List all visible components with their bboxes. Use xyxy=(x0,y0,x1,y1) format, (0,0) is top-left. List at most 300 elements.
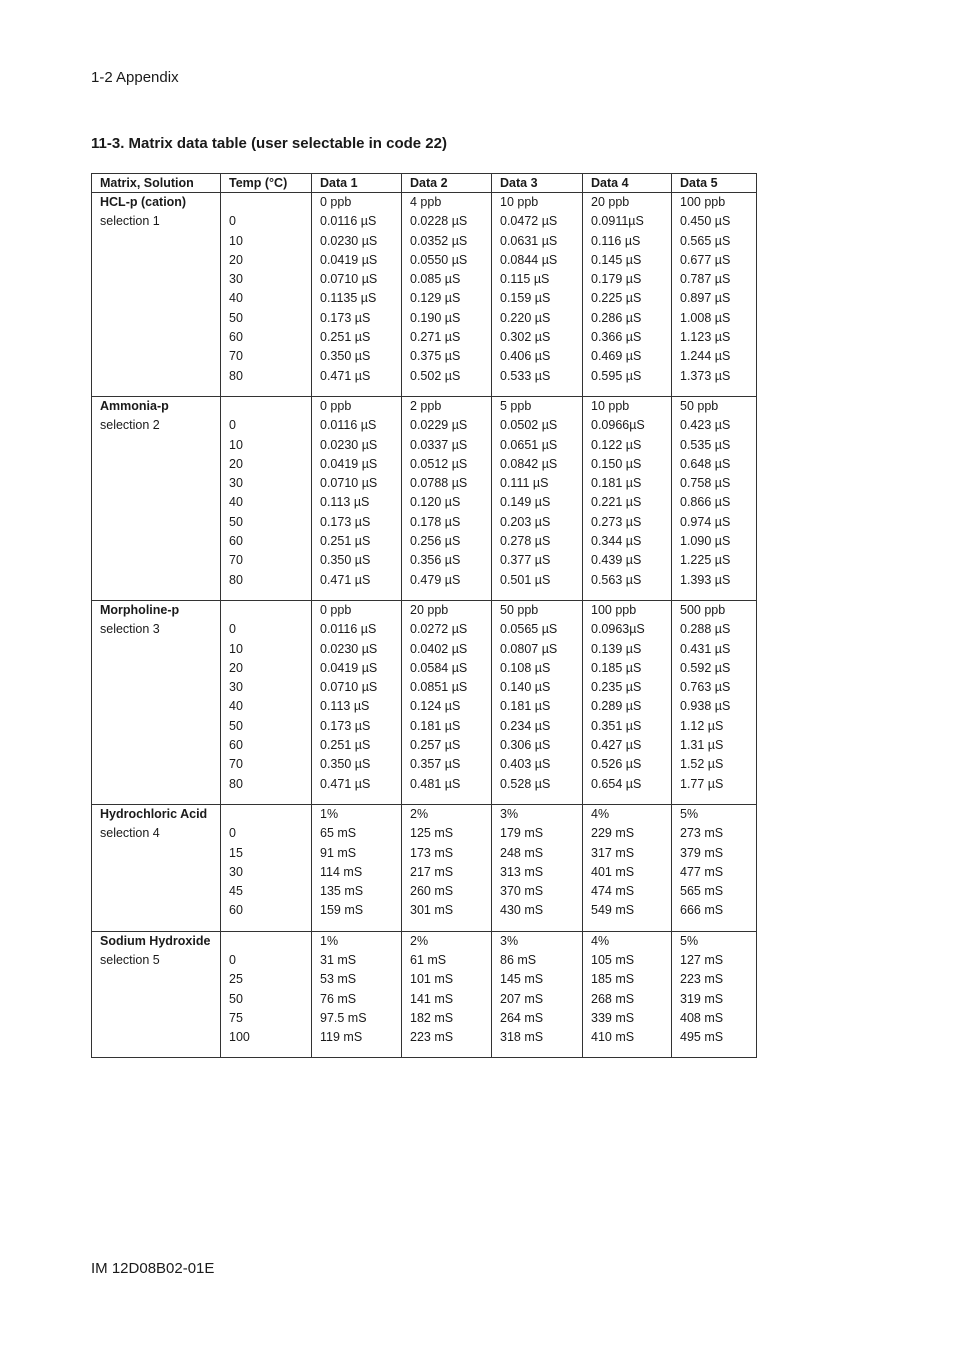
empty-cell xyxy=(92,551,221,570)
value-cell: 0.178 µS xyxy=(402,513,492,532)
value-cell: 0.654 µS xyxy=(583,775,672,794)
value-cell: 0.0710 µS xyxy=(312,474,402,493)
concentration-cell: 4 ppb xyxy=(402,193,492,213)
empty-cell xyxy=(92,794,221,805)
value-cell: 105 mS xyxy=(583,951,672,970)
table-row xyxy=(92,571,757,590)
value-cell: 0.0631 µS xyxy=(492,232,583,251)
value-cell: 0.115 µS xyxy=(492,270,583,289)
value-cell: 0.471 µS xyxy=(312,775,402,794)
value-cell: 248 mS xyxy=(492,844,583,863)
empty-cell xyxy=(92,493,221,512)
concentration-cell: 100 ppb xyxy=(583,600,672,620)
value-cell: 408 mS xyxy=(672,1009,757,1028)
value-cell: 0.0337 µS xyxy=(402,436,492,455)
empty-cell xyxy=(402,921,492,932)
value-cell: 125 mS xyxy=(402,824,492,843)
empty-cell xyxy=(492,590,583,601)
value-cell: 0.173 µS xyxy=(312,309,402,328)
empty-cell xyxy=(312,794,402,805)
empty-cell xyxy=(92,901,221,920)
value-cell: 0.0419 µS xyxy=(312,455,402,474)
temp-cell: 100 xyxy=(221,1028,312,1047)
table-row xyxy=(92,436,757,455)
matrix-group xyxy=(92,193,757,397)
empty-cell xyxy=(92,640,221,659)
concentration-cell: 20 ppb xyxy=(583,193,672,213)
value-cell: 273 mS xyxy=(672,824,757,843)
value-cell: 313 mS xyxy=(492,863,583,882)
value-cell: 91 mS xyxy=(312,844,402,863)
concentration-cell: 500 ppb xyxy=(672,600,757,620)
empty-cell xyxy=(92,251,221,270)
value-cell: 0.0419 µS xyxy=(312,251,402,270)
table-row xyxy=(92,367,757,386)
value-cell: 0.431 µS xyxy=(672,640,757,659)
temp-cell: 70 xyxy=(221,347,312,366)
value-cell: 0.159 µS xyxy=(492,289,583,308)
matrix-group xyxy=(92,931,757,1058)
temp-cell: 15 xyxy=(221,844,312,863)
empty-cell xyxy=(583,921,672,932)
empty-cell xyxy=(92,455,221,474)
temp-cell: 50 xyxy=(221,309,312,328)
value-cell: 0.256 µS xyxy=(402,532,492,551)
table-row xyxy=(92,931,757,951)
matrix-name: HCL-p (cation) xyxy=(92,193,221,213)
value-cell: 0.306 µS xyxy=(492,736,583,755)
value-cell: 0.974 µS xyxy=(672,513,757,532)
concentration-cell: 5% xyxy=(672,804,757,824)
value-cell: 430 mS xyxy=(492,901,583,920)
value-cell: 119 mS xyxy=(312,1028,402,1047)
value-cell: 0.0710 µS xyxy=(312,678,402,697)
temp-cell: 0 xyxy=(221,824,312,843)
value-cell: 0.273 µS xyxy=(583,513,672,532)
empty-cell xyxy=(312,590,402,601)
matrix-group xyxy=(92,600,757,804)
concentration-cell: 50 ppb xyxy=(672,396,757,416)
empty-cell xyxy=(492,1047,583,1058)
empty-cell xyxy=(672,921,757,932)
empty-cell xyxy=(92,755,221,774)
table-row xyxy=(92,513,757,532)
empty-cell xyxy=(672,386,757,397)
value-cell: 0.350 µS xyxy=(312,551,402,570)
value-cell: 1.244 µS xyxy=(672,347,757,366)
empty-cell xyxy=(492,794,583,805)
value-cell: 1.123 µS xyxy=(672,328,757,347)
table-row xyxy=(92,270,757,289)
temp-cell: 80 xyxy=(221,367,312,386)
concentration-cell: 1% xyxy=(312,804,402,824)
value-cell: 318 mS xyxy=(492,1028,583,1047)
empty-cell xyxy=(672,794,757,805)
empty-cell xyxy=(672,1047,757,1058)
temp-cell: 30 xyxy=(221,678,312,697)
selection-label: selection 5 xyxy=(92,951,221,970)
empty-cell xyxy=(583,1047,672,1058)
concentration-cell: 0 ppb xyxy=(312,396,402,416)
empty-cell xyxy=(92,775,221,794)
concentration-cell: 2% xyxy=(402,931,492,951)
table-row xyxy=(92,678,757,697)
empty-cell xyxy=(492,921,583,932)
empty-cell xyxy=(92,309,221,328)
value-cell: 317 mS xyxy=(583,844,672,863)
section-title: 11-3. Matrix data table (user selectable in code 22) xyxy=(91,135,447,152)
value-cell: 173 mS xyxy=(402,844,492,863)
value-cell: 0.366 µS xyxy=(583,328,672,347)
value-cell: 0.173 µS xyxy=(312,717,402,736)
value-cell: 0.286 µS xyxy=(583,309,672,328)
value-cell: 379 mS xyxy=(672,844,757,863)
spacer-row xyxy=(92,794,757,805)
value-cell: 0.0419 µS xyxy=(312,659,402,678)
table-row xyxy=(92,863,757,882)
concentration-cell: 100 ppb xyxy=(672,193,757,213)
temp-cell: 75 xyxy=(221,1009,312,1028)
value-cell: 31 mS xyxy=(312,951,402,970)
value-cell: 301 mS xyxy=(402,901,492,920)
table-header-row xyxy=(92,174,757,193)
temp-cell: 10 xyxy=(221,232,312,251)
value-cell: 0.471 µS xyxy=(312,367,402,386)
value-cell: 1.225 µS xyxy=(672,551,757,570)
empty-cell xyxy=(402,794,492,805)
value-cell: 0.350 µS xyxy=(312,347,402,366)
value-cell: 114 mS xyxy=(312,863,402,882)
value-cell: 217 mS xyxy=(402,863,492,882)
value-cell: 229 mS xyxy=(583,824,672,843)
value-cell: 0.563 µS xyxy=(583,571,672,590)
value-cell: 319 mS xyxy=(672,990,757,1009)
table-row xyxy=(92,328,757,347)
value-cell: 401 mS xyxy=(583,863,672,882)
value-cell: 1.77 µS xyxy=(672,775,757,794)
selection-label: selection 1 xyxy=(92,212,221,231)
concentration-cell: 3% xyxy=(492,804,583,824)
temp-cell xyxy=(221,193,312,213)
value-cell: 0.479 µS xyxy=(402,571,492,590)
concentration-cell: 20 ppb xyxy=(402,600,492,620)
value-cell: 0.758 µS xyxy=(672,474,757,493)
value-cell: 0.0651 µS xyxy=(492,436,583,455)
value-cell: 0.471 µS xyxy=(312,571,402,590)
value-cell: 141 mS xyxy=(402,990,492,1009)
value-cell: 0.533 µS xyxy=(492,367,583,386)
temp-cell: 50 xyxy=(221,513,312,532)
empty-cell xyxy=(92,736,221,755)
value-cell: 0.0228 µS xyxy=(402,212,492,231)
empty-cell xyxy=(92,863,221,882)
table-row xyxy=(92,620,757,639)
concentration-cell: 0 ppb xyxy=(312,193,402,213)
concentration-cell: 4% xyxy=(583,931,672,951)
value-cell: 0.173 µS xyxy=(312,513,402,532)
temp-cell: 70 xyxy=(221,551,312,570)
value-cell: 0.278 µS xyxy=(492,532,583,551)
empty-cell xyxy=(92,1009,221,1028)
empty-cell xyxy=(221,1047,312,1058)
empty-cell xyxy=(492,386,583,397)
table-row xyxy=(92,289,757,308)
value-cell: 0.439 µS xyxy=(583,551,672,570)
selection-label: selection 3 xyxy=(92,620,221,639)
table-row xyxy=(92,951,757,970)
value-cell: 0.0272 µS xyxy=(402,620,492,639)
value-cell: 1.31 µS xyxy=(672,736,757,755)
concentration-cell: 5% xyxy=(672,931,757,951)
value-cell: 0.113 µS xyxy=(312,493,402,512)
value-cell: 1.52 µS xyxy=(672,755,757,774)
empty-cell xyxy=(312,386,402,397)
temp-cell xyxy=(221,600,312,620)
value-cell: 0.271 µS xyxy=(402,328,492,347)
value-cell: 549 mS xyxy=(583,901,672,920)
value-cell: 0.0352 µS xyxy=(402,232,492,251)
matrix-group xyxy=(92,804,757,931)
concentration-cell: 4% xyxy=(583,804,672,824)
value-cell: 179 mS xyxy=(492,824,583,843)
value-cell: 0.140 µS xyxy=(492,678,583,697)
table-row xyxy=(92,212,757,231)
value-cell: 0.111 µS xyxy=(492,474,583,493)
value-cell: 495 mS xyxy=(672,1028,757,1047)
column-header: Matrix, Solution xyxy=(92,174,221,193)
matrix-name: Hydrochloric Acid xyxy=(92,804,221,824)
table-row xyxy=(92,804,757,824)
empty-cell xyxy=(92,270,221,289)
value-cell: 0.181 µS xyxy=(492,697,583,716)
value-cell: 260 mS xyxy=(402,882,492,901)
value-cell: 0.289 µS xyxy=(583,697,672,716)
table-row xyxy=(92,551,757,570)
value-cell: 0.0788 µS xyxy=(402,474,492,493)
table-row xyxy=(92,1028,757,1047)
spacer-row xyxy=(92,1047,757,1058)
value-cell: 0.427 µS xyxy=(583,736,672,755)
value-cell: 1.393 µS xyxy=(672,571,757,590)
empty-cell xyxy=(312,1047,402,1058)
value-cell: 0.257 µS xyxy=(402,736,492,755)
concentration-cell: 2 ppb xyxy=(402,396,492,416)
empty-cell xyxy=(583,590,672,601)
value-cell: 0.190 µS xyxy=(402,309,492,328)
table-row xyxy=(92,532,757,551)
matrix-name: Morpholine-p xyxy=(92,600,221,620)
value-cell: 0.403 µS xyxy=(492,755,583,774)
temp-cell: 0 xyxy=(221,620,312,639)
temp-cell: 40 xyxy=(221,493,312,512)
value-cell: 127 mS xyxy=(672,951,757,970)
table-row xyxy=(92,824,757,843)
value-cell: 0.085 µS xyxy=(402,270,492,289)
selection-label: selection 4 xyxy=(92,824,221,843)
spacer-row xyxy=(92,590,757,601)
empty-cell xyxy=(92,659,221,678)
empty-cell xyxy=(402,386,492,397)
value-cell: 0.0230 µS xyxy=(312,436,402,455)
value-cell: 268 mS xyxy=(583,990,672,1009)
page-header: 1-2 Appendix xyxy=(91,69,179,86)
page-footer: IM 12D08B02-01E xyxy=(91,1260,215,1277)
temp-cell: 0 xyxy=(221,416,312,435)
value-cell: 0.139 µS xyxy=(583,640,672,659)
empty-cell xyxy=(92,882,221,901)
temp-cell: 45 xyxy=(221,882,312,901)
value-cell: 0.0502 µS xyxy=(492,416,583,435)
temp-cell: 60 xyxy=(221,328,312,347)
value-cell: 145 mS xyxy=(492,970,583,989)
table-row xyxy=(92,844,757,863)
concentration-cell: 10 ppb xyxy=(492,193,583,213)
value-cell: 0.113 µS xyxy=(312,697,402,716)
value-cell: 0.225 µS xyxy=(583,289,672,308)
value-cell: 0.185 µS xyxy=(583,659,672,678)
column-header: Data 4 xyxy=(583,174,672,193)
value-cell: 0.234 µS xyxy=(492,717,583,736)
concentration-cell: 50 ppb xyxy=(492,600,583,620)
value-cell: 0.181 µS xyxy=(583,474,672,493)
value-cell: 0.220 µS xyxy=(492,309,583,328)
value-cell: 185 mS xyxy=(583,970,672,989)
value-cell: 0.251 µS xyxy=(312,736,402,755)
empty-cell xyxy=(583,386,672,397)
value-cell: 1.008 µS xyxy=(672,309,757,328)
value-cell: 264 mS xyxy=(492,1009,583,1028)
table-row xyxy=(92,901,757,920)
empty-cell xyxy=(221,921,312,932)
table-row xyxy=(92,493,757,512)
value-cell: 0.469 µS xyxy=(583,347,672,366)
temp-cell: 50 xyxy=(221,717,312,736)
value-cell: 0.120 µS xyxy=(402,493,492,512)
value-cell: 370 mS xyxy=(492,882,583,901)
matrix-group xyxy=(92,396,757,600)
value-cell: 135 mS xyxy=(312,882,402,901)
value-cell: 666 mS xyxy=(672,901,757,920)
empty-cell xyxy=(221,590,312,601)
value-cell: 0.423 µS xyxy=(672,416,757,435)
empty-cell xyxy=(402,590,492,601)
column-header: Temp (°C) xyxy=(221,174,312,193)
value-cell: 0.528 µS xyxy=(492,775,583,794)
value-cell: 0.0550 µS xyxy=(402,251,492,270)
temp-cell: 0 xyxy=(221,951,312,970)
table-row xyxy=(92,990,757,1009)
temp-cell: 40 xyxy=(221,697,312,716)
concentration-cell: 2% xyxy=(402,804,492,824)
value-cell: 0.203 µS xyxy=(492,513,583,532)
empty-cell xyxy=(92,571,221,590)
value-cell: 0.0229 µS xyxy=(402,416,492,435)
value-cell: 159 mS xyxy=(312,901,402,920)
value-cell: 0.288 µS xyxy=(672,620,757,639)
value-cell: 65 mS xyxy=(312,824,402,843)
value-cell: 0.0402 µS xyxy=(402,640,492,659)
spacer-row xyxy=(92,921,757,932)
value-cell: 0.406 µS xyxy=(492,347,583,366)
empty-cell xyxy=(672,590,757,601)
empty-cell xyxy=(92,386,221,397)
value-cell: 0.129 µS xyxy=(402,289,492,308)
value-cell: 0.0842 µS xyxy=(492,455,583,474)
table-row xyxy=(92,416,757,435)
value-cell: 0.0584 µS xyxy=(402,659,492,678)
empty-cell xyxy=(92,970,221,989)
value-cell: 0.1135 µS xyxy=(312,289,402,308)
table-row xyxy=(92,396,757,416)
empty-cell xyxy=(92,1028,221,1047)
table-row xyxy=(92,232,757,251)
column-header: Data 3 xyxy=(492,174,583,193)
selection-label: selection 2 xyxy=(92,416,221,435)
value-cell: 1.373 µS xyxy=(672,367,757,386)
value-cell: 0.0116 µS xyxy=(312,416,402,435)
value-cell: 0.181 µS xyxy=(402,717,492,736)
value-cell: 0.938 µS xyxy=(672,697,757,716)
value-cell: 53 mS xyxy=(312,970,402,989)
value-cell: 0.0844 µS xyxy=(492,251,583,270)
empty-cell xyxy=(92,590,221,601)
empty-cell xyxy=(92,289,221,308)
value-cell: 339 mS xyxy=(583,1009,672,1028)
value-cell: 0.866 µS xyxy=(672,493,757,512)
concentration-cell: 0 ppb xyxy=(312,600,402,620)
temp-cell: 20 xyxy=(221,455,312,474)
value-cell: 474 mS xyxy=(583,882,672,901)
value-cell: 0.375 µS xyxy=(402,347,492,366)
value-cell: 0.0116 µS xyxy=(312,620,402,639)
value-cell: 0.501 µS xyxy=(492,571,583,590)
value-cell: 0.565 µS xyxy=(672,232,757,251)
value-cell: 0.0911µS xyxy=(583,212,672,231)
spacer-row xyxy=(92,386,757,397)
column-header: Data 5 xyxy=(672,174,757,193)
temp-cell: 60 xyxy=(221,901,312,920)
empty-cell xyxy=(221,386,312,397)
value-cell: 0.351 µS xyxy=(583,717,672,736)
value-cell: 0.302 µS xyxy=(492,328,583,347)
value-cell: 223 mS xyxy=(402,1028,492,1047)
value-cell: 223 mS xyxy=(672,970,757,989)
value-cell: 0.356 µS xyxy=(402,551,492,570)
value-cell: 76 mS xyxy=(312,990,402,1009)
table-row xyxy=(92,640,757,659)
value-cell: 0.235 µS xyxy=(583,678,672,697)
temp-cell xyxy=(221,396,312,416)
empty-cell xyxy=(402,1047,492,1058)
value-cell: 0.595 µS xyxy=(583,367,672,386)
empty-cell xyxy=(92,697,221,716)
empty-cell xyxy=(92,232,221,251)
value-cell: 410 mS xyxy=(583,1028,672,1047)
value-cell: 0.787 µS xyxy=(672,270,757,289)
temp-cell: 60 xyxy=(221,532,312,551)
value-cell: 101 mS xyxy=(402,970,492,989)
value-cell: 0.357 µS xyxy=(402,755,492,774)
column-header: Data 2 xyxy=(402,174,492,193)
value-cell: 0.0230 µS xyxy=(312,232,402,251)
value-cell: 0.0710 µS xyxy=(312,270,402,289)
table-row xyxy=(92,309,757,328)
temp-cell: 0 xyxy=(221,212,312,231)
value-cell: 0.592 µS xyxy=(672,659,757,678)
empty-cell xyxy=(312,921,402,932)
table-row xyxy=(92,775,757,794)
table-row xyxy=(92,455,757,474)
